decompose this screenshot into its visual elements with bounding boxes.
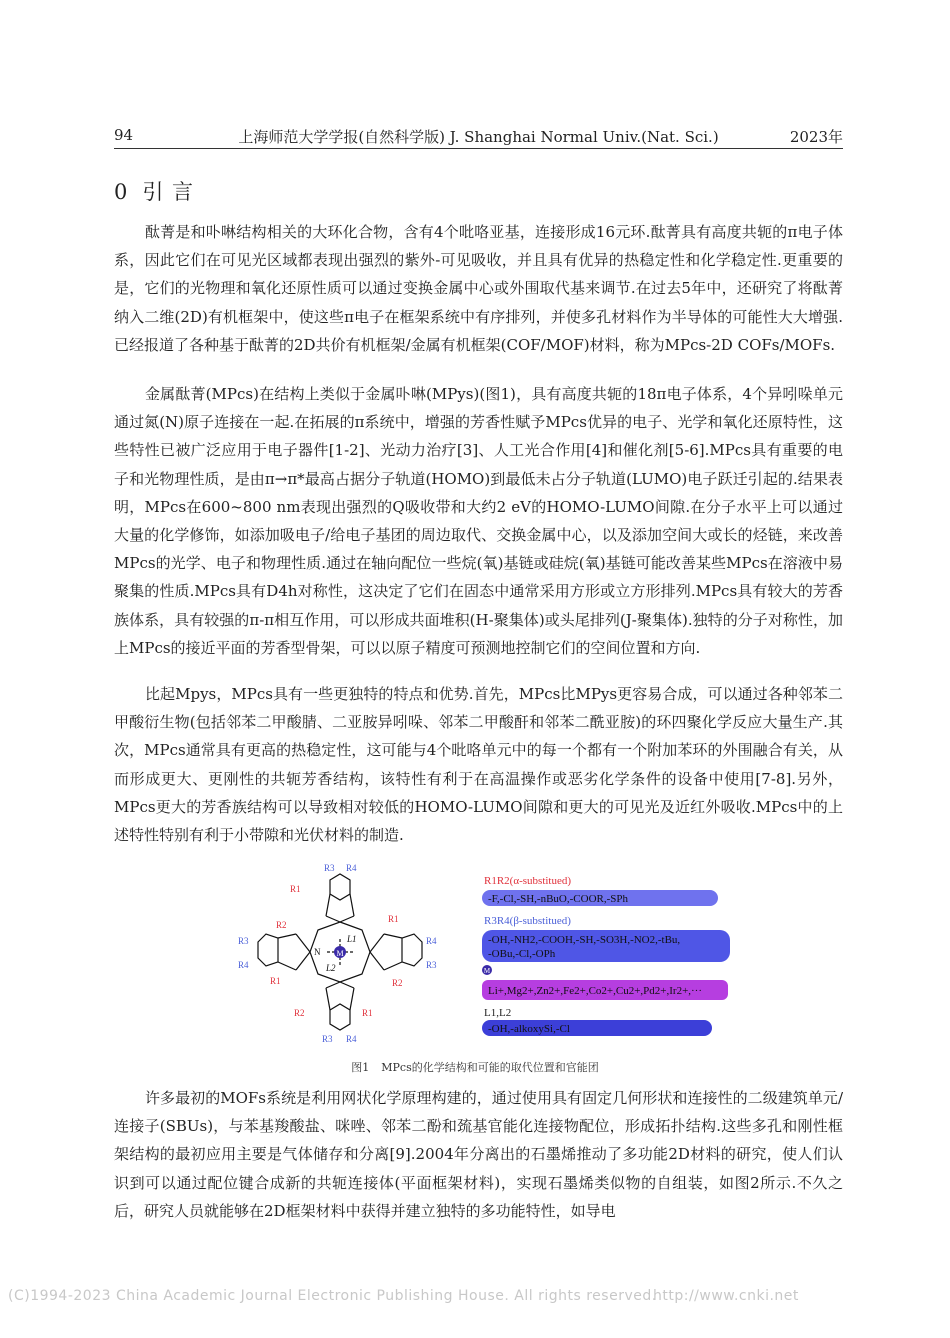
r3-label: R3: [324, 863, 335, 873]
r4-label-right: R4: [426, 936, 437, 946]
beta-group-items: -OH,-NH2,-COOH,-SH,-SO3H,-NO2,-tBu,: [488, 934, 681, 946]
figure-caption: [0, 1059, 950, 1075]
page-number: 94: [114, 126, 134, 144]
journal-title: 上海师范大学学报(自然科学版) J. Shanghai Normal Univ.(Nat. Sci.): [238, 128, 719, 146]
ligand-l1-label: L1: [347, 934, 357, 944]
figure-label: 图1: [351, 1061, 370, 1074]
ligand-l2-label: L2: [326, 963, 336, 973]
r2-label-right: R2: [392, 978, 403, 988]
r3-label-left: R3: [238, 936, 249, 946]
r1-label-right: R1: [388, 914, 399, 924]
running-header: [114, 122, 843, 149]
r3-label-right: R3: [426, 960, 437, 970]
metal-group-items: Li+,Mg2+,Zn2+,Fe2+,Co2+,Cu2+,Pd2+,Ir2+,···: [488, 985, 703, 997]
ligand-group-items: -OH,-alkoxySi,-Cl: [488, 1023, 570, 1035]
paragraph-mpcs-properties: 金属酞菁(MPcs)在结构上类似于金属卟啉(MPys)(图1)，具有高度共轭的18π电子体系，4个异吲哚单元通过氮(N)原子连接在一起.在拓展的π系统中，增强的芳香性赋予MPcs优异的电子、光学和氧化还原特性，这些特性已被广泛应用于电子器件[1-2]、光动力治疗[3]、人工光合作用[4]和催化剂[5-6].MPcs具有重要的电子和光物理性质，是由π→π*最高占据分子轨道(HOMO)到最低未占分子轨道(LUMO)电子跃迁引起的.结果表明，MPcs在600~800 nm表现出强烈的Q吸收带和大约2 eV的HOMO-LUMO间隙.在分子水平上可以通过大量的化学修饰，如添加吸电子/给电子基团的周边取代、交换金属中心，以及添加空间大或长的烃链，来改善MPcs的光学、电子和物理性质.通过在轴向配位一些烷(氧)基链或硅烷(氧)基链可能改善某些MPcs在溶液中易聚集的性质.MPcs具有D4h对称性，这决定了它们在固态中通常采用方形或立方形排列.MPcs具有较大的芳香族体系，具有较强的π-π相互作用，可以形成共面堆积(H-聚集体)或头尾排列(J-聚集体).独特的分子对称性，加上MPcs的接近平面的芳香型骨架，可以以原子精度可预测地控制它们的空间位置和方向.: [114, 385, 843, 657]
r4-label: R4: [346, 863, 357, 873]
copyright-footer: [8, 1288, 799, 1304]
figure-caption-text: MPcs的化学结构和可能的取代位置和官能团: [381, 1061, 599, 1074]
r2-label: R2: [276, 920, 287, 930]
ligand-group-title: L1,L2: [484, 1007, 512, 1019]
r4-label-left: R4: [238, 960, 249, 970]
r1-label-left: R1: [270, 976, 281, 986]
r1-label-bottom: R1: [362, 1008, 373, 1018]
nitrogen-label: N: [314, 947, 321, 957]
r3-label-bottom: R3: [322, 1034, 333, 1044]
section-title: 引 言: [142, 180, 195, 204]
alpha-group-items: -F,-Cl,-SH,-nBuO,-COOR,-SPh: [488, 893, 628, 905]
paragraph-intro: 酞菁是和卟啉结构相关的大环化合物，含有4个吡咯亚基，连接形成16元环.酞菁具有高度共轭的π电子体系，因此它们在可见光区域都表现出强烈的紫外-可见吸收，并且具有优异的热稳定性和化学稳定性.更重要的是，它们的光物理和氧化还原性质可以通过变换金属中心或外围取代基来调节.在过去5年中，还研究了将酞菁纳入二维(2D)有机框架中，使这些π电子在框架系统中有序排列，并使多孔材料作为半导体的可能性大大增强.已经报道了各种基于酞菁的2D共价有机框架/金属有机框架(COF/MOF)材料，称为MPcs-2D COFs/MOFs.: [114, 223, 843, 354]
paragraph-mofs: 许多最初的MOFs系统是利用网状化学原理构建的，通过使用具有固定几何形状和连接性的二级建筑单元/连接子(SBUs)，与苯基羧酸盐、咪唑、邻苯二酚和巯基官能化连接物配位，形成拓扑结构.这些多孔和刚性框架结构的最初应用主要是气体储存和分离[9].2004年分离出的石墨烯推动了多功能2D材料的研究，使人们认识到可以通过配位键合成新的共轭连接体(平面框架材料)，实现石墨烯类似物的自组装，如图2所示.不久之后，研究人员就能够在2D框架材料中获得并建立独特的多功能特性，如导电: [114, 1089, 843, 1220]
beta-group-title: R3R4(β-substitued): [484, 915, 571, 927]
metal-group-title: M: [483, 967, 491, 975]
r4-label-bottom: R4: [346, 1034, 357, 1044]
alpha-group-title: R1R2(α-substitued): [484, 875, 572, 887]
paragraph-mpcs-advantages: 比起Mpys，MPcs具有一些更独特的特点和优势.首先，MPcs比MPys更容易合成，可以通过各种邻苯二甲酸衍生物(包括邻苯二甲酸腈、二亚胺异吲哚、邻苯二甲酸酐和邻苯二酰亚胺)的环四聚化学反应大量生产.其次，MPcs通常具有更高的热稳定性，这可能与4个吡咯单元中的每一个都有一个附加苯环的外围融合有关，从而形成更大、更刚性的共轭芳香结构，该特性有利于在高温操作或恶劣化学条件的设备中使用[7-8].另外，MPcs更大的芳香族结构可以导致相对较低的HOMO-LUMO间隙和更大的可见光及近红外吸收.MPcs中的上述特性特别有利于小带隙和光伏材料的制造.: [114, 685, 843, 845]
copyright-text: (C)1994-2023 China Academic Journal Electronic Publishing House. All rights reserved.: [8, 1288, 657, 1304]
figure-1: [230, 858, 730, 1046]
issue-year: 2023年: [789, 128, 843, 146]
beta-group-items-2: -OBu,-Cl,-OPh: [488, 948, 556, 960]
mpc-structure-diagram: [230, 858, 730, 1046]
r2-label-bottom: R2: [294, 1008, 305, 1018]
cnki-link[interactable]: http://www.cnki.net: [653, 1288, 799, 1304]
r1-label: R1: [290, 884, 301, 894]
section-heading: [114, 176, 194, 206]
section-number: 0: [114, 180, 129, 204]
metal-label: M: [336, 949, 344, 958]
